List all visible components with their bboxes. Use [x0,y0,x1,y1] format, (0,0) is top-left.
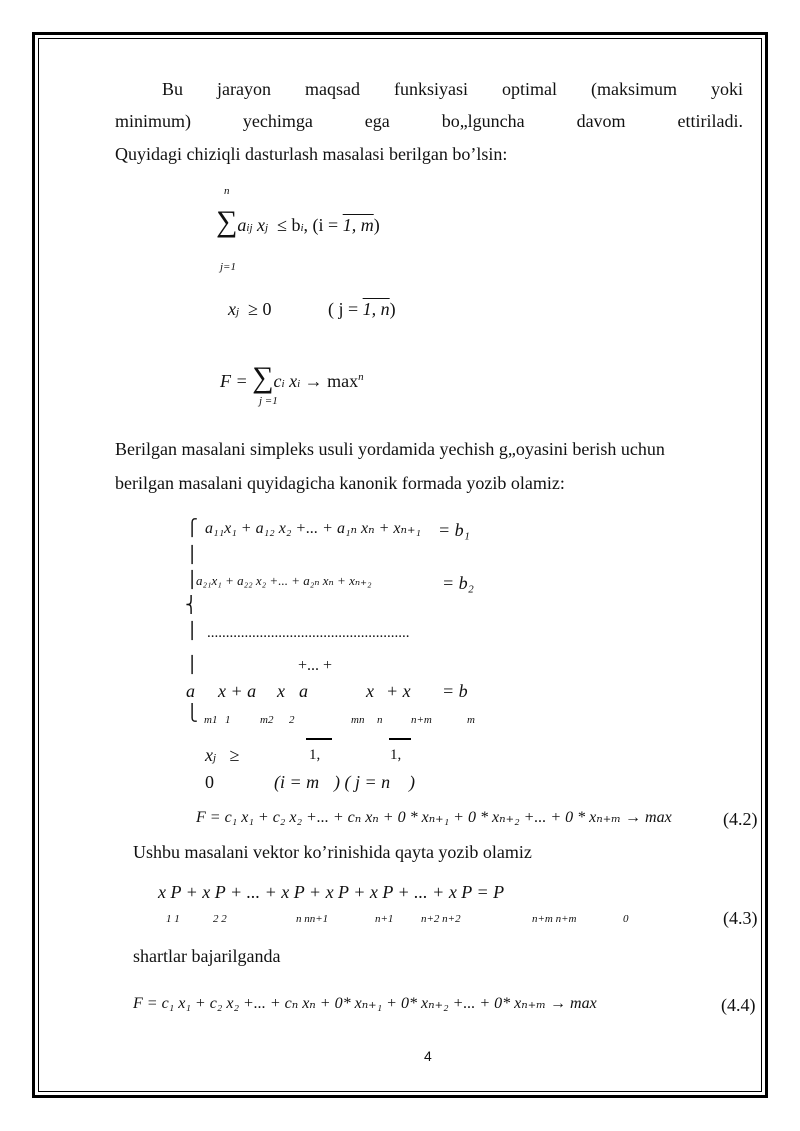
brace-mid1: ⎪ [186,547,198,564]
para2-line2: berilgan masalani quyidagicha kanonik formada yozib olamiz: [115,473,565,493]
row6-j: ) ( j = n [334,772,391,792]
word: bo„lguncha [441,111,525,131]
row4-word-a: a [299,681,308,701]
page-border-inner [38,38,762,1092]
eq43-sub-4: n+1 [375,913,394,925]
eq43-sub-6: n+m n+m [532,913,577,925]
nonneg-range-bar: 1, n [362,299,390,319]
row4-word-eq-b: = b [442,681,468,701]
equation-4-3-top: x P + x P + ... + x P + x P + x P + ... + x P = P [158,882,505,902]
equation-4-2-label: (4.2) [723,809,758,829]
row5-one-b: 1, [390,747,402,763]
brace-top: ⎧ [186,520,198,537]
obj-lower-limit: j =1 [259,395,278,407]
bar-m [306,738,332,740]
word: ega [364,111,390,131]
eq43-sub-3: n nn+1 [296,913,329,925]
obj-sup: n [358,371,364,383]
row4-sub-m2: m2 [260,714,274,726]
row4-word-x1a: x + a [218,681,257,701]
canon-row1: a₁₁x₁ + a₁₂ x₂ +... + a₁ₙ xₙ + xₙ₊₁ [205,520,421,537]
row5-ge: ≥ [229,745,240,765]
word: optimal [501,79,557,99]
coef-a-sub: ij [246,222,253,234]
obj-sigma: ∑ [252,361,274,394]
equation-4-4-label: (4.4) [721,995,756,1015]
nonneg-constraint [228,300,271,318]
eq43-sub-1: 1 1 [166,913,180,925]
row5-x [205,746,239,764]
para4: shartlar bajarilganda [133,946,281,966]
canon-row4-plus: +... + [298,657,333,674]
var-x: x [257,215,266,235]
canon-row2-rhs: = b₂ [442,573,474,593]
word: minimum) [115,111,191,131]
objective-function [220,363,364,393]
row4-sub-nm: n+m [411,714,432,726]
canon-row2: a₂₁x₁ + a₂₂ x₂ +... + a₂ₙ xₙ + xₙ₊₂ [196,573,372,588]
sigma-symbol: ∑ [216,205,238,238]
para3: Ushbu masalani vektor ko’rinishida qayta yozib olamiz [133,842,532,862]
word: jarayon [217,79,271,99]
obj-c-sub: i [281,378,285,390]
constraint-sum [216,207,380,237]
obj-x: x [289,371,298,391]
sum-lower-limit: j=1 [220,261,236,273]
nonneg-range [328,300,396,318]
brace-mid3: ⎪ [186,623,198,640]
row4-sub-2: 2 [289,714,295,726]
eq43-sub-2: 2 2 [213,913,227,925]
word: ettiriladi. [677,111,743,131]
obj-x-sub: i [297,378,301,390]
row5-one-a: 1, [309,747,321,763]
word: (maksimum [590,79,677,99]
equation-4-2: F = c₁ x₁ + c₂ x₂ +... + cₙ xₙ + 0 * xₙ₊₁ + 0 * xₙ₊₂ +... + 0 * xₙ₊ₘ → max [196,809,672,826]
eq43-sub-5: n+2 n+2 [421,913,461,925]
bar-n [389,738,411,740]
obj-c: c [273,371,282,391]
row4-sub-n: n [377,714,383,726]
row5-x-var: x [205,745,213,765]
nonneg-rel: ≥ 0 [248,299,272,319]
range: , (i = [303,215,343,235]
var-x-sub: j [265,222,269,234]
para1-line1 [162,79,743,100]
brace-bottom: ⎩ [186,705,198,722]
relation-sub: i [300,222,304,234]
word: maqsad [305,79,360,99]
range-bar: 1, m [342,215,374,235]
word: davom [576,111,626,131]
row4-sub-m: m [467,714,475,726]
equation-4-4: F = c₁ x₁ + c₂ x₂ +... + cₙ xₙ + 0* xₙ₊₁ + 0* xₙ₊₂ +... + 0* xₙ₊ₘ → max [133,995,597,1012]
row5-x-sub: j [213,752,217,764]
coef-a: a [237,215,247,235]
nonneg-range-end: ) [389,299,396,319]
row4-word-x: x [366,681,374,701]
para2-line1: Berilgan masalani simpleks usuli yordamida yechish g„oyasini berish uchun [115,439,665,459]
range-end: ) [373,215,380,235]
nonneg-x-sub: j [236,306,240,318]
row4-sub-1: 1 [225,714,231,726]
para1-line3: Quyidagi chiziqli dasturlash masalasi berilgan bo’lsin: [115,144,508,164]
row4-word-x2: x [277,681,285,701]
obj-rhs: → max [304,371,359,391]
canon-row3-dots: ...................................................... [207,625,410,641]
row6-zero: 0 [205,772,214,792]
word: funksiyasi [393,79,468,99]
row4-word-a1: a [186,681,195,701]
brace-mid2: ⎪ [186,572,198,589]
word: Bu [162,79,184,99]
page-number: 4 [424,1048,432,1064]
nonneg-x: x [228,299,236,319]
word: yoki [710,79,743,99]
canon-row1-rhs: = b₁ [438,520,470,540]
row6-end: ) [409,772,415,792]
equation-4-3-label: (4.3) [723,908,758,928]
para1-line2 [115,111,743,132]
row4-sub-mn: mn [351,714,365,726]
relation: ≤ b [277,215,301,235]
row4-sub-m1: m1 [204,714,218,726]
word: yechimga [242,111,313,131]
nonneg-range-text: ( j = [328,299,363,319]
obj-lhs: F = [220,371,253,391]
sum-upper-limit: n [224,185,230,197]
brace-center: ⎨ [185,597,197,614]
row6-i: (i = m [274,772,320,792]
eq43-sub-7: 0 [623,913,629,925]
row4-word-plus-x: + x [386,681,411,701]
brace-mid4: ⎪ [186,657,198,674]
